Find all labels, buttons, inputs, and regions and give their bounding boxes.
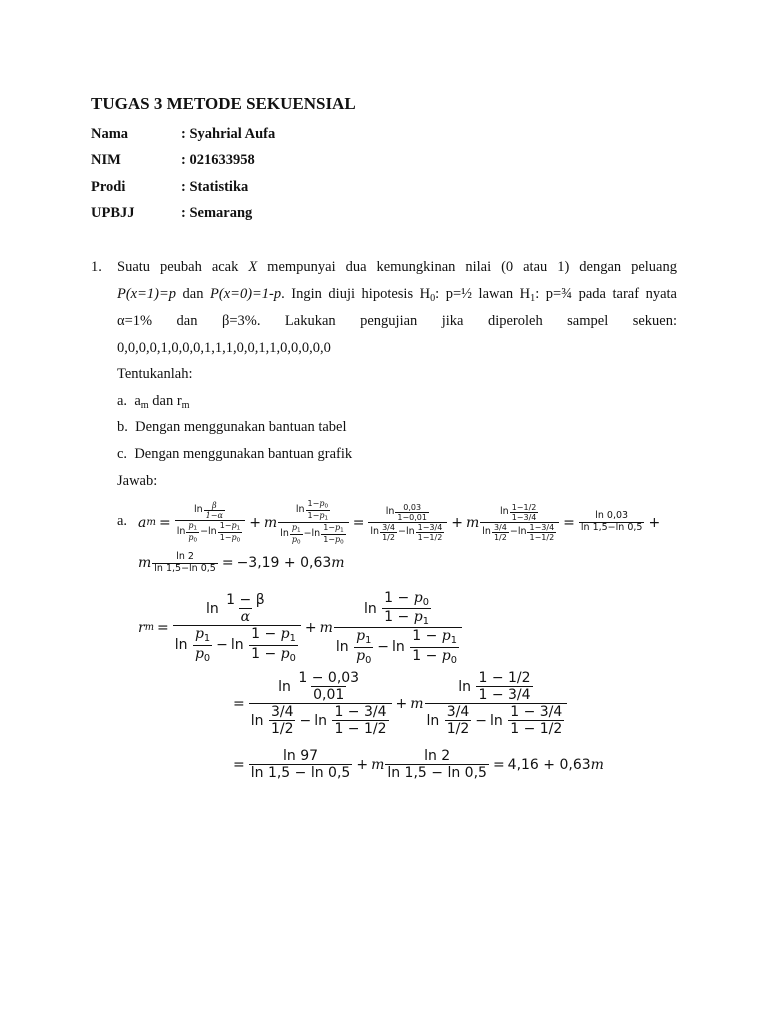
info-value-prodi: : Statistika [181,179,249,195]
rm-frac-4: ln $\frac{1 - 1/2}{1 - 3/4}$ ln $\frac{3/4}{1/2}$ − ln $\frac{1 - 3/4}{1 - 1/2}$ [425,670,568,737]
task-c: c. Dengan menggunakan bantuan grafik [117,446,353,462]
rm-frac-3: ln $\frac{1 - 0,03}{0,01}$ ln $\frac{3/4}{1/2}$ − ln $\frac{1 - 3/4}{1 - 1/2}$ [249,670,392,737]
info-label-nama: Nama [91,126,129,142]
am-frac-1: ln $\frac{\beta}{1-\alpha}$ ln $\frac{p_1}{p_0}$ − ln $\frac{1-p_1}{1-p_0}$ [175,501,245,545]
info-label-nim: NIM [91,152,121,168]
question-line-2: P(x=1)=p dan P(x=0)=1-p. Ingin diuji hipotesis $H_0$: p=½ lawan $H_1$: p=¾ pada taraf nyata [117,286,677,305]
info-value-nama: : Syahrial Aufa [181,126,276,142]
rm-frac-1: ln $\frac{1 - \beta}{\alpha}$ ln $\frac{p_1}{p_0}$ − ln $\frac{1 - p_1}{1 - p_0}$ [173,592,301,664]
info-label-upbjj: UPBJJ [91,205,135,221]
jawab-label: Jawab: [117,473,158,489]
task-b: b. Dengan menggunakan bantuan tabel [117,419,347,435]
tentukan-label: Tentukanlah: [117,366,193,382]
am-frac-2: ln $\frac{1-p_0}{1-p_1}$ ln $\frac{p_1}{p_0}$ − ln $\frac{1-p_1}{1-p_0}$ [278,499,348,546]
task-a: a. $a_m$ dan $r_m$ [117,393,190,412]
sample-sequence: 0,0,0,0,1,0,0,0,1,1,1,0,0,1,1,0,0,0,0,0 [117,340,331,356]
info-value-nim: : 021633958 [181,152,255,168]
info-value-upbjj: : Semarang [181,205,253,221]
question-line-1: Suatu peubah acak X mempunyai dua kemungkinan nilai (0 atau 1) dengan peluang [117,259,677,275]
rm-formula-line-2: = ln $\frac{1 - 0,03}{0,01}$ ln $\frac{3/4}{1/2}$ − ln $\frac{1 - 3/4}{1 - 1/2}$ + m ln $\frac{1 - 1/2}{1 - 3/4}$ ln $\frac{3/4}{1/2}$ − ln $\frac{1 - 3/4}{1 - 1/2}$ [230,670,568,737]
am-frac-3: ln $\frac{0,03}{1-0,01}$ ln $\frac{3/4}{1/2}$ − ln $\frac{1-3/4}{1-1/2}$ [368,503,447,543]
document-title: TUGAS 3 METODE SEKUENSIAL [91,94,356,113]
am-frac-4: ln $\frac{1-1/2}{1-3/4}$ ln $\frac{3/4}{1/2}$ − ln $\frac{1-3/4}{1-1/2}$ [480,503,559,543]
am-formula-line-2: m $\frac{\ln 2}{\ln 1,5-\ln 0,5}$ = −3,19 + 0,63 m [138,551,345,574]
am-frac-5: $\frac{\ln 0,03}{\ln 1,5-\ln 0,5}$ [580,510,643,534]
rm-formula-line-3: = $\frac{\ln 97}{\ln 1,5 - \ln 0,5}$ + m $\frac{\ln 2}{\ln 1,5 - \ln 0,5}$ = 4,16 + 0,63 m [233,748,604,782]
question-number: 1. [91,259,102,275]
info-label-prodi: Prodi [91,179,126,195]
rm-frac-2: ln $\frac{1 - p_0}{1 - p_1}$ ln $\frac{p_1}{p_0}$ − ln $\frac{1 - p_1}{1 - p_0}$ [334,590,462,666]
question-line-3: α=1% dan β=3%. Lakukan pengujian jika diperoleh sampel sekuen: [117,313,677,329]
am-formula-line-1: a m = ln $\frac{\beta}{1-\alpha}$ ln $\frac{p_1}{p_0}$ − ln $\frac{1-p_1}{1-p_0}$ + m ln $\frac{1-p_0}{1-p_1}$ ln $\frac{p_1}{p_0}$ − ln $\frac{1-p_1}{1-p_0}$ = ln $\frac{0,03}{1-0,01}$ ln $\frac{3/4}{1/2}$ − ln $\frac{1-3/4}{1-1/2}$ + m ln $\frac{1-1/2}{1-3/4}$ ln $\frac{3/4}{1/2}$ − ln $\frac{1-3/4}{1-1/2}$ = $\frac{\ln 0,03}{\ln 1,5-\ln 0,5}$ + [138,499,661,546]
answer-a-label: a. [117,513,128,529]
rm-formula-line-1: r m = ln $\frac{1 - \beta}{\alpha}$ ln $\frac{p_1}{p_0}$ − ln $\frac{1 - p_1}{1 - p_0}$ + m ln $\frac{1 - p_0}{1 - p_1}$ ln $\frac{p_1}{p_0}$ − ln $\frac{1 - p_1}{1 - p_0}$ [138,590,463,666]
